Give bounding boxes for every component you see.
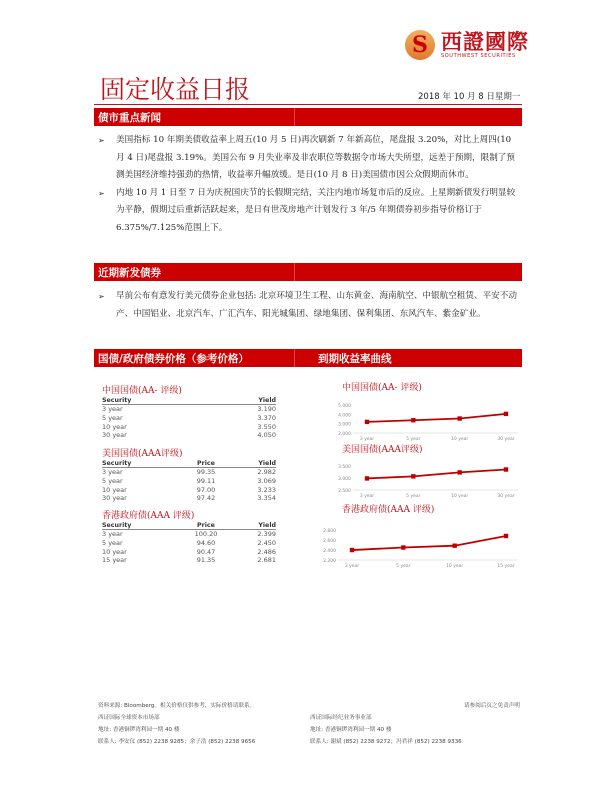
y-tick-label: 2.200 (323, 559, 336, 564)
x-tick-label: 5 year (406, 437, 421, 442)
data-point (504, 412, 508, 416)
table-cell: 3 year (102, 468, 123, 476)
table-cell: 2.681 (257, 556, 276, 565)
column-header: Security (102, 397, 176, 405)
series-line (367, 414, 506, 422)
column-header: Security (102, 460, 176, 468)
x-tick-label: 10 year (446, 564, 464, 569)
table-row (102, 556, 276, 565)
issue-item: ➢ 早前公布有意发行美元债券企业包括: 北京环境卫生工程、山东黄金、海南航空、中银航空租赁、平安不动产、中国铝业、北京汽车、广汇汽车、阳光城集团、绿地集团、保利集团、东风汽车、紫金矿业。 (98, 288, 520, 323)
chart-title: 香港政府债(AAA 评级) (342, 505, 435, 515)
table-row (102, 486, 276, 495)
table-cell: 5 year (102, 476, 123, 485)
chart-title: 中国国债(AA- 评级) (342, 383, 422, 393)
footer-disclaimer-link[interactable]: 请参阅后页之免责声明 (464, 703, 520, 709)
table-cell (176, 431, 236, 440)
table-row (102, 548, 276, 557)
report-date: 2018 年 10 月 8 日星期一 (418, 92, 521, 102)
table-cell: 30 year (102, 494, 127, 503)
data-point (504, 534, 508, 538)
x-tick-label: 3 year (359, 494, 375, 499)
y-tick-label: 2.400 (323, 549, 336, 554)
y-tick-label: 2.600 (323, 539, 336, 544)
table-cell: 97.00 (196, 485, 216, 494)
table-row (102, 530, 276, 539)
table-cell: 91.35 (196, 556, 216, 565)
data-point (457, 470, 461, 474)
table-cell: 2.486 (257, 547, 276, 556)
chart-title: 美国国债(AAA评级) (342, 445, 423, 455)
news-item: ➢ 美国指标 10 年期美债收益率上周五(10 月 5 日)再次刷新 7 年新高位，尾盘报 3.20%，对比上周四(10 月 4 日)尾盘报 3.19%。美国公布 9 月失业率及非农职位等数据令市场大失所望，远差于预期，限制了预测美国经济维持强劲的热情，收益率升幅放缓。是日(10 月 8 日)美国债市因公众假期而休市。 (98, 132, 520, 185)
table-cell: 2.399 (257, 530, 276, 538)
data-point (365, 476, 369, 480)
data-point (457, 416, 461, 420)
table-row (102, 414, 276, 423)
table-cell: 2.982 (257, 468, 276, 476)
table-cell: 3.354 (257, 494, 276, 503)
footer-dept: 西证国际经纪业务事业部 (310, 715, 372, 721)
table-cell: 99.35 (196, 468, 216, 476)
table-cell: 5 year (102, 538, 123, 547)
data-point (350, 548, 354, 552)
table-cell: 2.450 (257, 538, 276, 547)
report-title: 固定收益日报 (100, 75, 251, 104)
table-cell: 90.47 (196, 547, 216, 556)
table-cell: 99.11 (196, 476, 216, 485)
table-cell: 4.050 (257, 431, 276, 440)
footer-address: 地址: 香港铜锣湾利园一期 40 楼 (310, 727, 392, 733)
table-cell: 5 year (102, 413, 123, 422)
table-row (102, 468, 276, 477)
section-bar-news (94, 108, 522, 126)
column-header: Price (176, 522, 236, 530)
bond-table (102, 508, 276, 565)
logo-mark-icon (405, 30, 435, 60)
footer-source: 资料来源: Bloomberg。相关价格仅供参考，实际价格请联系。 (98, 703, 256, 709)
series-line (352, 536, 506, 550)
section-bar-prices (94, 349, 522, 367)
table-cell: 10 year (102, 422, 127, 431)
table-row (102, 423, 276, 432)
table-cell: 3.550 (257, 422, 276, 431)
table-cell: 3.069 (257, 476, 276, 485)
footer-address: 地址: 香港铜锣湾利园一期 40 楼 (98, 727, 180, 733)
column-header: Yield (236, 522, 276, 530)
x-tick-label: 3 year (344, 564, 360, 569)
footer-contact: 联系人: 李安仪 (852) 2238 9285；余子浩 (852) 2238 9656 (98, 739, 256, 745)
table-cell: 97.42 (196, 494, 216, 503)
series-line (367, 470, 506, 479)
news-list (98, 132, 520, 238)
data-point (504, 467, 508, 471)
table-cell: 10 year (102, 547, 127, 556)
x-tick-label: 5 year (396, 564, 411, 569)
bond-table (102, 383, 276, 440)
y-tick-label: 2.000 (338, 432, 351, 437)
yield-curve-charts (300, 370, 530, 575)
x-tick-label: 10 year (451, 494, 469, 499)
data-point (365, 420, 369, 424)
table-cell: 100.20 (194, 530, 218, 538)
table-cell: 3.190 (257, 405, 276, 413)
y-tick-label: 3.500 (338, 465, 351, 470)
section-title: 国债/政府债券价格（参考价格） (98, 353, 249, 365)
logo-cn: 西證國際 (441, 30, 529, 54)
footer-left (98, 700, 255, 748)
table-cell: 15 year (102, 556, 127, 565)
data-point (411, 474, 415, 478)
y-tick-label: 2.800 (323, 529, 336, 534)
news-item: ➢ 内地 10 月 1 日至 7 日为庆祝国庆节的长假期完结，关注内地市场复市后的反应。上星期新债发行明显较为平静，假期过后重新活跃起来，是日有世茂房地产计划发行 3 年/5 年期债券初步指导价格订于 6.375%/7.125%范围上下。 (98, 185, 520, 238)
bond-table (102, 446, 276, 503)
y-tick-label: 5.000 (338, 404, 351, 409)
section-title: 债市重点新闻 (98, 112, 161, 124)
column-header (176, 397, 236, 405)
y-tick-label: 2.500 (338, 489, 351, 494)
table-cell: 30 year (102, 431, 127, 440)
data-point (401, 545, 405, 549)
logo-en: SOUTHWEST SECURITIES (441, 53, 516, 59)
table-row (102, 477, 276, 486)
y-tick-label: 3.000 (338, 422, 351, 428)
table-row (102, 405, 276, 414)
column-header: Yield (236, 460, 276, 468)
x-tick-label: 15 year (497, 564, 515, 569)
section-bar-issues (94, 263, 522, 281)
x-tick-label: 3 year (359, 437, 375, 442)
table-row (102, 494, 276, 503)
data-point (452, 544, 456, 548)
footer-dept: 西证国际全球资本市场部 (98, 715, 160, 721)
column-header: Security (102, 522, 176, 530)
y-tick-label: 4.000 (338, 413, 351, 419)
issues-list (98, 288, 520, 323)
table-cell (176, 423, 236, 432)
x-tick-label: 30 year (497, 494, 515, 499)
header-divider (94, 104, 522, 105)
table-row (102, 539, 276, 548)
company-logo (405, 30, 529, 60)
y-tick-label: 3.000 (338, 477, 351, 482)
table-cell: 3 year (102, 405, 123, 413)
table-row (102, 431, 276, 440)
table-title: 中国国债(AA- 评级) (102, 386, 182, 396)
section-title: 近期新发债券 (98, 267, 161, 279)
table-cell: 3 year (102, 530, 123, 538)
footer-contact: 联系人: 谢斌 (852) 2238 9272；冯君祥 (852) 2238 9336 (310, 739, 462, 745)
table-cell: 10 year (102, 485, 127, 494)
table-cell (176, 405, 236, 414)
table-cell: 3.370 (257, 413, 276, 422)
table-title: 美国国债(AAA评级) (102, 449, 183, 459)
table-cell: 94.60 (196, 538, 216, 547)
data-point (411, 418, 415, 422)
x-tick-label: 10 year (451, 437, 469, 442)
x-tick-label: 5 year (406, 494, 421, 499)
table-title: 香港政府债(AAA 评级) (102, 511, 195, 521)
x-tick-label: 30 year (497, 437, 515, 442)
table-cell (176, 414, 236, 423)
section-title-right: 到期收益率曲线 (318, 353, 392, 365)
column-header: Yield (236, 397, 276, 405)
footer-right (310, 700, 520, 748)
column-header: Price (176, 460, 236, 468)
table-cell: 3.233 (257, 485, 276, 494)
